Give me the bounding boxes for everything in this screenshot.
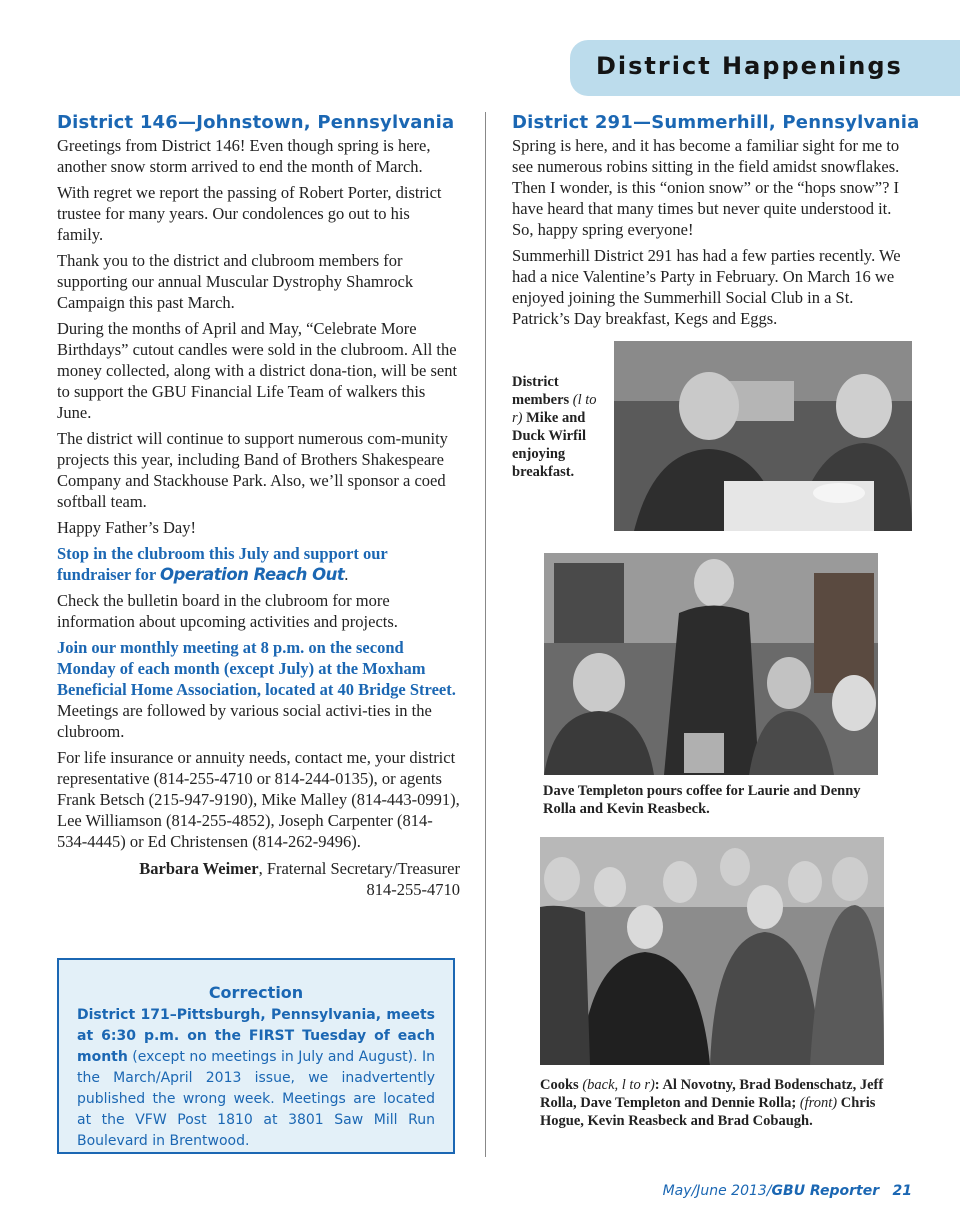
paragraph: Check the bulletin board in the clubroom for more information about upcoming activities and projects. <box>57 591 398 631</box>
signature <box>57 858 460 900</box>
paragraph: Happy Father’s Day! <box>57 518 196 537</box>
caption-italic: (l to r) <box>512 392 597 426</box>
page-footer <box>663 1183 912 1199</box>
paragraph-fundraiser <box>57 543 460 585</box>
signature-title: , Fraternal Secretary/Treasurer <box>258 859 460 878</box>
footer-issue: May/June 2013/ <box>662 1183 772 1199</box>
section-title: District Happenings <box>596 52 903 80</box>
caption-text: Mike and Duck Wirfil enjoying breakfast. <box>512 410 586 480</box>
correction-bold: District 171–Pittsburgh, Pennsylvania, meets at 6:30 p.m. on the FIRST Tuesday of each month <box>77 1007 435 1065</box>
meeting-text: Join our monthly meeting at 8 p.m. on the second Monday of each month (except July) at the Moxham Beneficial Home Association, located at 40 Bridge Street. <box>57 638 456 699</box>
paragraph: Thank you to the district and clubroom members for supporting our annual Muscular Dystrophy Shamrock Campaign this past March. <box>57 251 414 312</box>
caption-breakfast <box>512 373 608 481</box>
photo-breakfast <box>614 341 912 531</box>
correction-box <box>57 958 455 1154</box>
signature-name: Barbara Weimer <box>139 859 259 878</box>
page-number: 21 <box>892 1183 912 1199</box>
meeting-rest: Meetings are followed by various social activi-ties in the clubroom. <box>57 701 432 741</box>
fundraiser-text: Stop in the clubroom this July and support our fundraiser for <box>57 544 388 584</box>
operation-reach-out-logo: Operation Reach Out <box>159 565 345 584</box>
district-291-heading: District 291—Summerhill, Pennsylvania <box>512 112 920 133</box>
paragraph: With regret we report the passing of Robert Porter, district trustee for many years. Our condolences go out to his family. <box>57 183 442 244</box>
right-column <box>512 112 920 334</box>
caption-text: : Al Novotny, Brad Bodenschatz, Jeff Rolla, Dave Templeton and Dennie Rolla; <box>540 1077 884 1111</box>
correction-body <box>77 1005 435 1152</box>
caption-italic: (front) <box>799 1095 838 1111</box>
caption-text: District members <box>512 374 573 408</box>
caption-text: Cooks <box>540 1077 583 1093</box>
district-146-heading: District 146—Johnstown, Pennsylvania <box>57 112 455 133</box>
caption-text: Chris Hogue, Kevin Reasbeck and Brad Cobaugh. <box>540 1095 876 1129</box>
correction-rest: (except no meetings in July and August). In the March/April 2013 issue, we inadvertently published the wrong week. Meetings are located at the VFW Post 1810 at 3801 Saw Mill Run Boulevard in Brentwood. <box>77 1049 435 1149</box>
paragraph-contacts: For life insurance or annuity needs, contact me, your district representative (814-255-4710 or 814-244-0135), or agents Frank Betsch (215-947-9190), Mike Malley (814-443-0991), Lee Williamson (814-255-4852), Joseph Carpenter (814-534-4445) or Ed Christensen (814-262-9496). <box>57 748 460 851</box>
caption-italic: (back, l to r) <box>582 1077 655 1093</box>
photo-cooks <box>540 837 884 1065</box>
caption-cooks <box>540 1076 892 1130</box>
section-banner <box>570 40 960 96</box>
paragraph: The district will continue to support numerous com-munity projects this year, including Band of Brothers Shakespeare Company and Stackhouse Park. Also, we’ll sponsor a coed softball team. <box>57 429 448 511</box>
paragraph: Spring is here, and it has become a familiar sight for me to see numerous robins sitting in the field amidst snowflakes. Then I wonder, is this “onion snow” or the “hops snow”? I have heard that many times but never quite understood it. So, happy spring everyone! <box>512 136 900 239</box>
period: . <box>344 565 349 584</box>
paragraph: During the months of April and May, “Celebrate More Birthdays” cutout candles were sold in the clubroom. All the money collected, along with a district dona-tion, will be sent to support the GBU Financial Life Team of walkers this June. <box>57 319 458 422</box>
caption-coffee: Dave Templeton pours coffee for Laurie and Denny Rolla and Kevin Reasbeck. <box>543 783 861 817</box>
left-column <box>57 112 460 900</box>
column-divider <box>485 112 486 1157</box>
paragraph-meeting <box>57 637 460 742</box>
footer-publication: GBU Reporter <box>771 1183 880 1199</box>
correction-title: Correction <box>208 983 304 1002</box>
signature-phone: 814-255-4710 <box>366 880 460 899</box>
photo-coffee <box>544 553 878 775</box>
paragraph: Greetings from District 146! Even though spring is here, another snow storm arrived to end the month of March. <box>57 136 431 176</box>
paragraph: Summerhill District 291 has had a few parties recently. We had a nice Valentine’s Party in February. On March 16 we enjoyed joining the Summerhill Social Club in a St. Patrick’s Day breakfast, Kegs and Eggs. <box>512 246 901 328</box>
